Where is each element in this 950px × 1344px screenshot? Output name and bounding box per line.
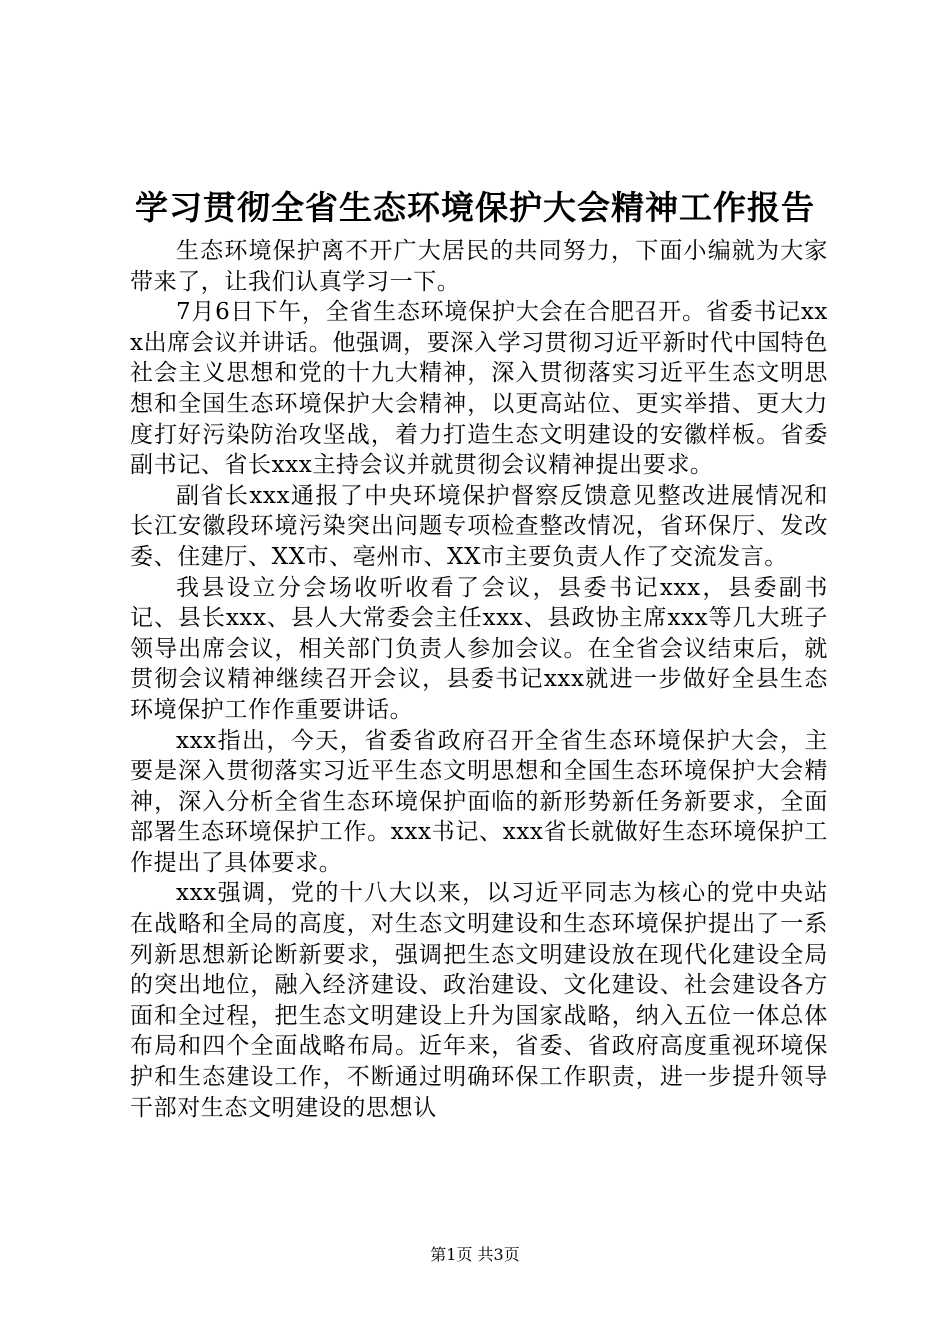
paragraph-county-session: 我县设立分会场收听收看了会议，县委书记xxx，县委副书记、县长xxx、县人大常委会主任xxx、县政协主席xxx等几大班子领导出席会议，相关部门负责人参加会议。在全省会议结束后，就贯彻会议精神继续召开会议，县委书记xxx就进一步做好全县生态环境保护工作作重要讲话。 [130, 574, 828, 723]
document-body [130, 236, 828, 1123]
paragraph-emphasis: xxx强调，党的十八大以来，以习近平同志为核心的党中央站在战略和全局的高度，对生态文明建设和生态环境保护提出了一系列新思想新论断新要求，强调把生态文明建设放在现代化建设全局的突出地位，融入经济建设、政治建设、文化建设、社会建设各方面和全过程，把生态文明建设上升为国家战略，纳入五位一体总体布局和四个全面战略布局。近年来，省委、省政府高度重视环境保护和生态建设工作，不断通过明确环保工作职责，进一步提升领导干部对生态文明建设的思想认 [130, 880, 828, 1121]
paragraph-speech-point: xxx指出，今天，省委省政府召开全省生态环境保护大会，主要是深入贯彻落实习近平生态文明思想和全国生态环境保护大会精神，深入分析全省生态环境保护面临的新形势新任务新要求，全面部署生态环境保护工作。xxx书记、xxx省长就做好生态环境保护工作提出了具体要求。 [130, 727, 828, 876]
paragraph-meeting: 7月6日下午，全省生态环境保护大会在合肥召开。省委书记xxx出席会议并讲话。他强调，要深入学习贯彻习近平新时代中国特色社会主义思想和党的十九大精神，深入贯彻落实习近平生态文明思想和全国生态环境保护大会精神，以更高站位、更实举措、更大力度打好污染防治攻坚战，着力打造生态文明建设的安徽样板。省委副书记、省长xxx主持会议并就贯彻会议精神提出要求。 [130, 299, 828, 479]
paragraph-intro: 生态环境保护离不开广大居民的共同努力，下面小编就为大家带来了，让我们认真学习一下。 [130, 238, 828, 295]
paragraph-report: 副省长xxx通报了中央环境保护督察反馈意见整改进展情况和长江安徽段环境污染突出问题专项检查整改情况，省环保厅、发改委、住建厅、XX市、亳州市、XX市主要负责人作了交流发言。 [130, 482, 828, 570]
document-title: 学习贯彻全省生态环境保护大会精神工作报告 [135, 188, 815, 227]
page-number-footer: 第1页 共3页 [430, 1245, 520, 1264]
